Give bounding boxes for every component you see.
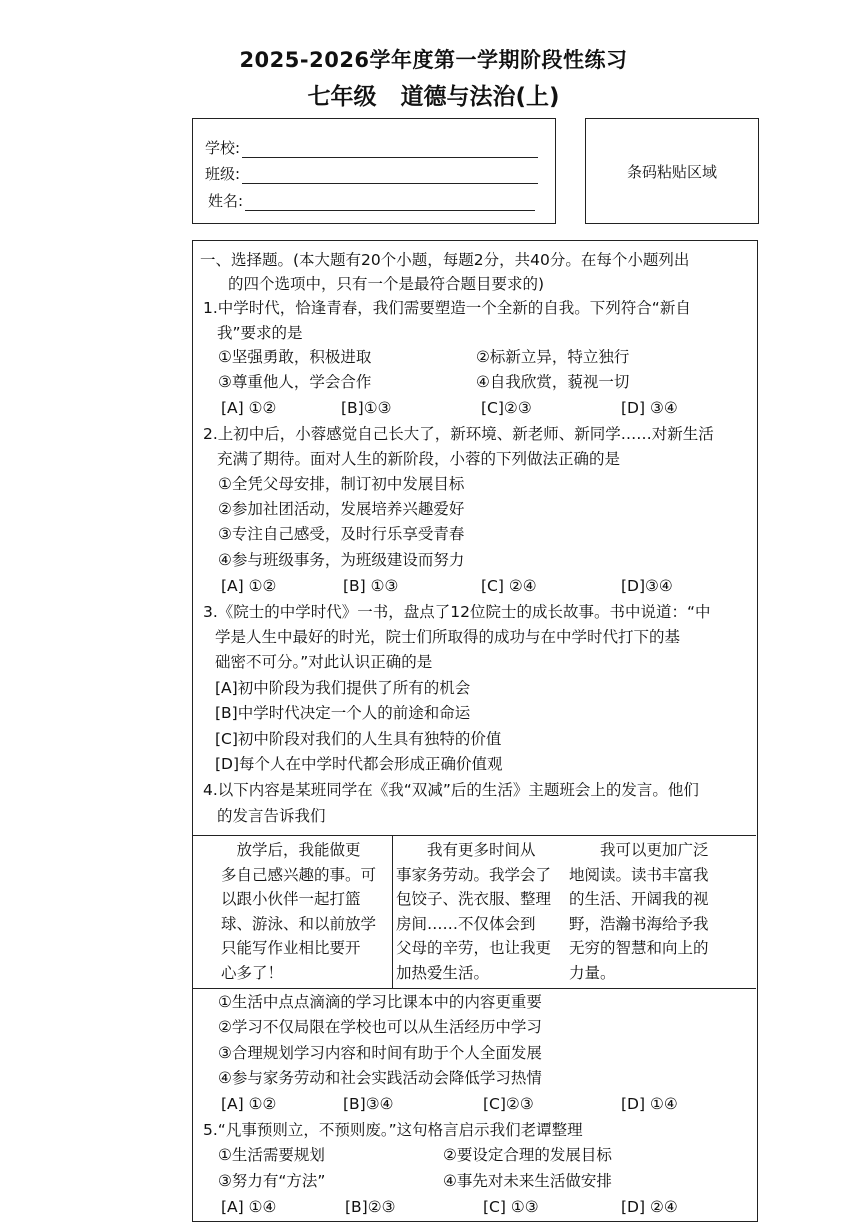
name-label: 姓名: bbox=[208, 192, 244, 210]
q3-stem: 3.《院士的中学时代》一书，盘点了12位院士的成长故事。书中说道：“中 bbox=[203, 603, 711, 621]
q3-option-b[interactable]: [B]中学时代决定一个人的前途和命运 bbox=[215, 704, 471, 722]
barcode-label: 条码粘贴区域 bbox=[626, 162, 717, 181]
q5-option-a[interactable]: [A] ①④ bbox=[221, 1198, 277, 1216]
section-heading-cont: 的四个选项中，只有一个是最符合题目要求的) bbox=[228, 275, 545, 293]
school-field[interactable] bbox=[205, 137, 538, 158]
q4-option-b[interactable]: [B]③④ bbox=[343, 1095, 394, 1113]
q4-speech-2: 我有更多时间从 事家务劳动。我学会了 包饺子、洗衣服、整理 房间……不仅体会到 父母的辛劳，也让我更 加热爱生活。 bbox=[396, 841, 552, 982]
q5-stem: 5.“凡事预则立，不预则废。”这句格言启示我们老谭整理 bbox=[203, 1121, 583, 1139]
q2-statement-2: ②参加社团活动，发展培养兴趣爱好 bbox=[218, 500, 465, 518]
q2-option-d[interactable]: [D]③④ bbox=[621, 577, 673, 595]
class-label: 班级: bbox=[205, 165, 241, 183]
q2-statement-4: ④参与班级事务，为班级建设而努力 bbox=[218, 551, 465, 569]
question-box bbox=[192, 240, 758, 1222]
q5-statement-4: ④事先对未来生活做安排 bbox=[443, 1172, 612, 1190]
school-label: 学校: bbox=[205, 139, 241, 157]
page-subtitle bbox=[0, 78, 867, 111]
q2-statement-3: ③专注自己感受，及时行乐享受青春 bbox=[218, 525, 465, 543]
q1-statement-1: ①坚强勇敢，积极进取 bbox=[218, 348, 372, 366]
q3-stem-cont: 学是人生中最好的时光，院士们所取得的成功与在中学时代打下的基 bbox=[215, 628, 681, 646]
q3-stem-cont2: 础密不可分。”对此认识正确的是 bbox=[215, 653, 433, 671]
subject-label: 道德与法治(上) bbox=[400, 84, 560, 110]
q5-option-c[interactable]: [C] ①③ bbox=[483, 1198, 539, 1216]
page-title: 2025-2026学年度第一学期阶段性练习 bbox=[239, 48, 628, 72]
barcode-area bbox=[585, 118, 759, 224]
q4-stem: 4.以下内容是某班同学在《我“双减”后的生活》主题班会上的发言。他们 bbox=[203, 781, 699, 799]
q4-statement-2: ②学习不仅局限在学校也可以从生活经历中学习 bbox=[218, 1018, 542, 1036]
q3-option-a[interactable]: [A]初中阶段为我们提供了所有的机会 bbox=[215, 679, 471, 697]
q1-statement-4: ④自我欣赏，藐视一切 bbox=[476, 373, 630, 391]
q2-option-b[interactable]: [B] ①③ bbox=[343, 577, 399, 595]
q1-option-c[interactable]: [C]②③ bbox=[481, 399, 532, 417]
q4-statement-3: ③合理规划学习内容和时间有助于个人全面发展 bbox=[218, 1044, 542, 1062]
q4-statement-4: ④参与家务劳动和社会实践活动会降低学习热情 bbox=[218, 1069, 542, 1087]
q1-stem: 1.中学时代，恰逢青春，我们需要塑造一个全新的自我。下列符合“新自 bbox=[203, 299, 691, 317]
q1-option-d[interactable]: [D] ③④ bbox=[621, 399, 678, 417]
student-info-box bbox=[192, 118, 556, 224]
q5-option-b[interactable]: [B]②③ bbox=[345, 1198, 396, 1216]
q5-statement-1: ①生活需要规划 bbox=[218, 1146, 325, 1164]
q5-statement-2: ②要设定合理的发展目标 bbox=[443, 1146, 612, 1164]
q1-option-a[interactable]: [A] ①② bbox=[221, 399, 277, 417]
q3-option-d[interactable]: [D]每个人在中学时代都会形成正确价值观 bbox=[215, 755, 503, 773]
class-field[interactable] bbox=[205, 163, 538, 184]
q2-option-c[interactable]: [C] ②④ bbox=[481, 577, 537, 595]
q1-stem-cont: 我”要求的是 bbox=[217, 324, 303, 342]
q1-option-b[interactable]: [B]①③ bbox=[341, 399, 392, 417]
q4-stem-cont: 的发言告诉我们 bbox=[217, 807, 326, 825]
q2-statement-1: ①全凭父母安排，制订初中发展目标 bbox=[218, 475, 465, 493]
q2-stem-cont: 充满了期待。面对人生的新阶段，小蓉的下列做法正确的是 bbox=[217, 450, 621, 468]
q4-option-a[interactable]: [A] ①② bbox=[221, 1095, 277, 1113]
q4-speech-3: 我可以更加广泛 地阅读。读书丰富我 的生活、开阔我的视 野，浩瀚书海给予我 无穷的智慧和向上的 力量。 bbox=[569, 841, 709, 982]
name-line bbox=[245, 194, 535, 211]
school-line bbox=[242, 141, 538, 158]
grade-label: 七年级 bbox=[307, 84, 377, 110]
q5-statement-3: ③努力有“方法” bbox=[218, 1172, 326, 1190]
section-heading: 一、选择题。(本大题有20个小题，每题2分，共40分。在每个小题列出 bbox=[200, 251, 690, 269]
name-field[interactable] bbox=[208, 190, 535, 211]
q4-speech-table bbox=[193, 835, 756, 989]
class-line bbox=[242, 167, 538, 184]
q4-table-divider bbox=[392, 836, 393, 988]
q1-statement-3: ③尊重他人，学会合作 bbox=[218, 373, 372, 391]
q2-stem: 2.上初中后，小蓉感觉自己长大了，新环境、新老师、新同学……对新生活 bbox=[203, 425, 714, 443]
q1-statement-2: ②标新立异，特立独行 bbox=[476, 348, 630, 366]
q4-option-d[interactable]: [D] ①④ bbox=[621, 1095, 678, 1113]
q3-option-c[interactable]: [C]初中阶段对我们的人生具有独特的价值 bbox=[215, 730, 502, 748]
q4-option-c[interactable]: [C]②③ bbox=[483, 1095, 534, 1113]
q5-option-d[interactable]: [D] ②④ bbox=[621, 1198, 678, 1216]
q2-option-a[interactable]: [A] ①② bbox=[221, 577, 277, 595]
q4-statement-1: ①生活中点点滴滴的学习比课本中的内容更重要 bbox=[218, 993, 542, 1011]
q4-speech-1: 放学后，我能做更 多自己感兴趣的事。可 以跟小伙伴一起打篮 球、游泳、和以前放学 只能写作业相比要开 心多了！ bbox=[221, 841, 377, 982]
